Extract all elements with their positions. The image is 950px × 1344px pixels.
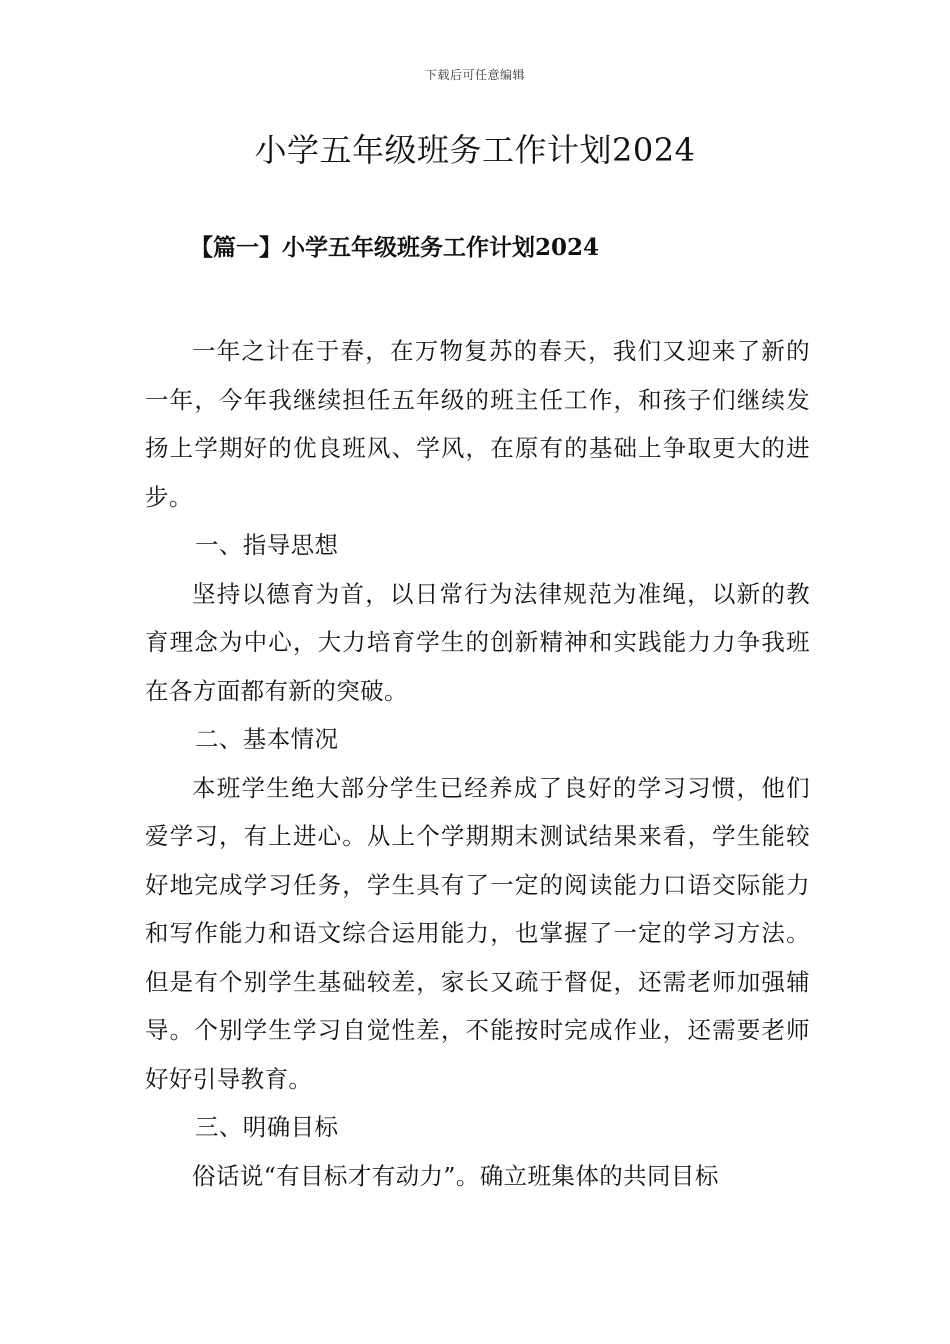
heading-basic-situation: 二、基本情况	[195, 725, 339, 753]
header-note: 下载后可任意编辑	[424, 68, 525, 82]
heading-guiding-thought: 一、指导思想	[195, 531, 339, 559]
paragraph-clear-goals: 俗话说“有目标才有动力”。确立班集体的共同目标	[192, 1161, 719, 1190]
document-body	[145, 327, 810, 1200]
paragraph-basic-situation: 本班学生绝大部分学生已经养成了良好的学习习惯，他们爱学习，有上进心。从上个学期期末测试结果来看，学生能较好地完成学习任务，学生具有了一定的阅读能力口语交际能力和写作能力和语文综合运用能力，也掌握了一定的学习方法。但是有个别学生基础较差，家长又疏于督促，还需老师加强辅导。个别学生学习自觉性差，不能按时完成作业，还需要老师好好引导教育。	[145, 773, 810, 1093]
paragraph-intro: 一年之计在于春，在万物复苏的春天，我们又迎来了新的一年，今年我继续担任五年级的班主任工作，和孩子们继续发扬上学期好的优良班风、学风，在原有的基础上争取更大的进步。	[145, 337, 810, 511]
heading-clear-goals: 三、明确目标	[195, 1113, 339, 1141]
document-title: 小学五年级班务工作计划2024	[254, 131, 696, 169]
section-title: 【篇一】小学五年级班务工作计划2024	[190, 234, 600, 261]
paragraph-guiding-thought: 坚持以德育为首，以日常行为法律规范为准绳，以新的教育理念为中心，大力培育学生的创新精神和实践能力力争我班在各方面都有新的突破。	[145, 579, 810, 705]
